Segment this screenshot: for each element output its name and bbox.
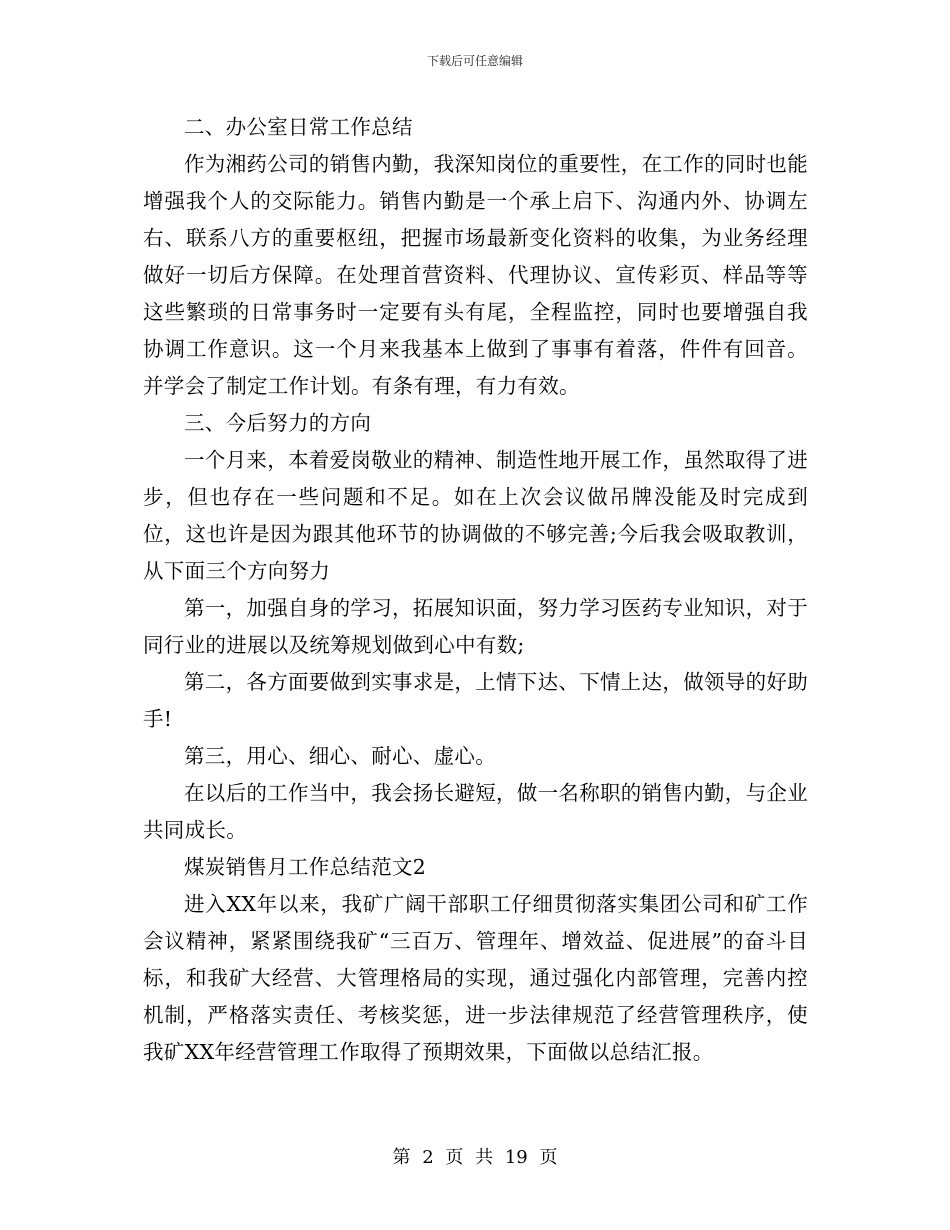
- paragraph-point-two: 第二，各方面要做到实事求是，上情下达、下情上达，做领导的好助手!: [143, 670, 808, 731]
- header-note: 下载后可任意编辑: [426, 54, 523, 68]
- paragraph-progress-review: 一个月来，本着爱岗敬业的精神、制造性地开展工作，虽然取得了进步，但也存在一些问题和不足。如在上次会议做吊牌没能及时完成到位，这也许是因为跟其他环节的协调做的不够完善;今后我会吸取教训，从下面三个方向努力: [143, 448, 808, 583]
- paragraph-mine-summary: 进入XX年以来，我矿广阔干部职工仔细贯彻落实集团公司和矿工作会议精神，紧紧围绕我矿“三百万、管理年、增效益、促进展”的奋斗目标，和我矿大经营、大管理格局的实现，通过强化内部管理，完善内控机制，严格落实责任、考核奖惩，进一步法律规范了经营管理秩序，使我矿XX年经营管理工作取得了预期效果，下面做以总结汇报。: [143, 892, 808, 1064]
- document-body: [143, 109, 808, 1071]
- section-heading-office-work: 二、办公室日常工作总结: [184, 115, 413, 139]
- section-heading-future-direction: 三、今后努力的方向: [184, 411, 372, 435]
- paragraph-office-duties: 作为湘药公司的销售内勤，我深知岗位的重要性，在工作的同时也能增强我个人的交际能力。销售内勤是一个承上启下、沟通内外、协调左右、联系八方的重要枢纽，把握市场最新变化资料的收集，为业务经理做好一切后方保障。在处理首营资料、代理协议、宣传彩页、样品等等这些繁琐的日常事务时一定要有头有尾，全程监控，同时也要增强自我协调工作意识。这一个月来我基本上做到了事事有着落，件件有回音。并学会了制定工作计划。有条有理，有力有效。: [143, 152, 808, 398]
- paragraph-point-three: 第三，用心、细心、耐心、虚心。: [184, 744, 496, 768]
- section-heading-sample-2: 煤炭销售月工作总结范文2: [184, 855, 427, 879]
- page-number-footer: 第 2 页 共 19 页: [392, 1147, 558, 1168]
- paragraph-point-one: 第一，加强自身的学习，拓展知识面，努力学习医药专业知识，对于同行业的进展以及统筹规划做到心中有数;: [143, 596, 808, 657]
- paragraph-closing: 在以后的工作当中，我会扬长避短，做一名称职的销售内勤，与企业共同成长。: [143, 781, 808, 842]
